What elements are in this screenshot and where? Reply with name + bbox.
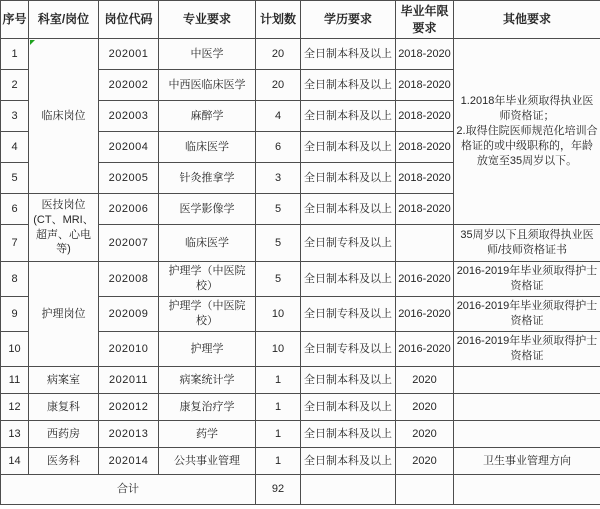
cell-grad: 2018-2020 <box>396 194 454 225</box>
cell-plan: 3 <box>256 163 301 194</box>
cell-major: 护理学（中医院校） <box>159 297 256 332</box>
cell-other: 卫生事业管理方向 <box>454 448 600 475</box>
header-other: 其他要求 <box>454 1 600 39</box>
total-edu-empty <box>301 475 396 505</box>
cell-dept: 病案室 <box>29 367 99 394</box>
cell-plan: 10 <box>256 332 301 367</box>
cell-major: 中医学 <box>159 39 256 70</box>
cell-dept: 康复科 <box>29 394 99 421</box>
cell-grad: 2016-2020 <box>396 297 454 332</box>
cell-code: 202005 <box>99 163 159 194</box>
cell-grad: 2018-2020 <box>396 163 454 194</box>
cell-code: 202006 <box>99 194 159 225</box>
cell-no: 9 <box>1 297 29 332</box>
cell-dept: 西药房 <box>29 421 99 448</box>
cell-major: 公共事业管理 <box>159 448 256 475</box>
cell-plan: 6 <box>256 132 301 163</box>
cell-no: 10 <box>1 332 29 367</box>
cell-edu: 全日制专科及以上 <box>301 297 396 332</box>
cell-grad: 2018-2020 <box>396 132 454 163</box>
cell-major: 护理学（中医院校） <box>159 262 256 297</box>
cell-other: 35周岁以下且须取得执业医师/技师资格证书 <box>454 225 600 262</box>
table-row <box>1 262 600 297</box>
cell-other: 2016-2019年毕业须取得护士资格证 <box>454 297 600 332</box>
cell-edu: 全日制本科及以上 <box>301 262 396 297</box>
header-code: 岗位代码 <box>99 1 159 39</box>
cell-major: 针灸推拿学 <box>159 163 256 194</box>
cell-dept-clinical <box>29 39 99 194</box>
cell-plan: 20 <box>256 39 301 70</box>
cell-edu: 全日制专科及以上 <box>301 332 396 367</box>
total-label: 合计 <box>1 475 256 505</box>
cell-edu: 全日制本科及以上 <box>301 101 396 132</box>
cell-other <box>454 394 600 421</box>
cell-grad: 2016-2020 <box>396 262 454 297</box>
cell-edu: 全日制本科及以上 <box>301 194 396 225</box>
cell-code: 202003 <box>99 101 159 132</box>
cell-code: 202001 <box>99 39 159 70</box>
cell-edu: 全日制本科及以上 <box>301 421 396 448</box>
cell-edu: 全日制本科及以上 <box>301 132 396 163</box>
table-row <box>1 367 600 394</box>
cell-no: 13 <box>1 421 29 448</box>
cell-code: 202007 <box>99 225 159 262</box>
total-plan: 92 <box>256 475 301 505</box>
cell-other: 2016-2019年毕业须取得护士资格证 <box>454 332 600 367</box>
cell-grad: 2018-2020 <box>396 70 454 101</box>
cell-edu: 全日制本科及以上 <box>301 39 396 70</box>
cell-major: 临床医学 <box>159 225 256 262</box>
cell-edu: 全日制本科及以上 <box>301 367 396 394</box>
cell-code: 202002 <box>99 70 159 101</box>
cell-code: 202010 <box>99 332 159 367</box>
cell-no: 1 <box>1 39 29 70</box>
cell-other <box>454 367 600 394</box>
cell-grad: 2020 <box>396 448 454 475</box>
cell-plan: 10 <box>256 297 301 332</box>
cell-no: 2 <box>1 70 29 101</box>
cell-major: 麻醉学 <box>159 101 256 132</box>
cell-dept-medtech <box>29 194 99 262</box>
cell-plan: 5 <box>256 194 301 225</box>
dept-label: 医技岗位 <box>41 198 86 211</box>
cell-code: 202012 <box>99 394 159 421</box>
header-no: 序号 <box>1 1 29 39</box>
cell-dept-nursing <box>29 262 99 367</box>
table-row <box>1 39 600 70</box>
dept-label: 临床岗位 <box>41 109 86 122</box>
cell-grad <box>396 225 454 262</box>
cell-no: 14 <box>1 448 29 475</box>
cell-edu: 全日制专科及以上 <box>301 225 396 262</box>
cell-grad: 2018-2020 <box>396 39 454 70</box>
cell-corner-flag-icon <box>30 40 35 45</box>
header-row <box>1 1 600 39</box>
cell-grad: 2020 <box>396 367 454 394</box>
cell-plan: 1 <box>256 448 301 475</box>
dept-label: 护理岗位 <box>41 307 86 320</box>
cell-edu: 全日制本科及以上 <box>301 448 396 475</box>
cell-other-clinical <box>454 39 600 225</box>
cell-code: 202011 <box>99 367 159 394</box>
cell-plan: 1 <box>256 394 301 421</box>
table-row <box>1 421 600 448</box>
cell-no: 5 <box>1 163 29 194</box>
cell-major: 药学 <box>159 421 256 448</box>
cell-dept: 医务科 <box>29 448 99 475</box>
header-plan: 计划数 <box>256 1 301 39</box>
cell-major: 临床医学 <box>159 132 256 163</box>
cell-major: 病案统计学 <box>159 367 256 394</box>
dept-sublabel: (CT、MRI、超声、心电等) <box>33 213 94 256</box>
header-dept: 科室/岗位 <box>29 1 99 39</box>
cell-edu: 全日制本科及以上 <box>301 394 396 421</box>
cell-code: 202013 <box>99 421 159 448</box>
cell-other <box>454 421 600 448</box>
cell-plan: 5 <box>256 262 301 297</box>
cell-edu: 全日制本科及以上 <box>301 163 396 194</box>
cell-plan: 5 <box>256 225 301 262</box>
cell-grad: 2018-2020 <box>396 101 454 132</box>
cell-code: 202004 <box>99 132 159 163</box>
cell-edu: 全日制本科及以上 <box>301 70 396 101</box>
other-line-1: 1.2018年毕业须取得执业医师资格证； <box>460 95 594 123</box>
cell-major: 中西医临床医学 <box>159 70 256 101</box>
cell-no: 7 <box>1 225 29 262</box>
cell-plan: 1 <box>256 421 301 448</box>
cell-no: 3 <box>1 101 29 132</box>
total-other-empty <box>454 475 600 505</box>
cell-code: 202009 <box>99 297 159 332</box>
cell-no: 6 <box>1 194 29 225</box>
cell-code: 202014 <box>99 448 159 475</box>
cell-major: 医学影像学 <box>159 194 256 225</box>
cell-grad: 2016-2020 <box>396 332 454 367</box>
header-major: 专业要求 <box>159 1 256 39</box>
other-line-2: 2.取得住院医师规范化培训合格证的或中级职称的，年龄放宽至35周岁以下。 <box>456 125 598 167</box>
cell-code: 202008 <box>99 262 159 297</box>
cell-grad: 2020 <box>396 394 454 421</box>
header-edu: 学历要求 <box>301 1 396 39</box>
cell-no: 11 <box>1 367 29 394</box>
table-row <box>1 394 600 421</box>
cell-plan: 20 <box>256 70 301 101</box>
table-row <box>1 448 600 475</box>
cell-major: 康复治疗学 <box>159 394 256 421</box>
cell-no: 12 <box>1 394 29 421</box>
cell-no: 8 <box>1 262 29 297</box>
total-grad-empty <box>396 475 454 505</box>
cell-no: 4 <box>1 132 29 163</box>
cell-grad: 2020 <box>396 421 454 448</box>
header-grad: 毕业年限要求 <box>396 1 454 39</box>
cell-other: 2016-2019年毕业须取得护士资格证 <box>454 262 600 297</box>
cell-major: 护理学 <box>159 332 256 367</box>
total-row <box>1 475 600 505</box>
cell-plan: 1 <box>256 367 301 394</box>
cell-plan: 4 <box>256 101 301 132</box>
